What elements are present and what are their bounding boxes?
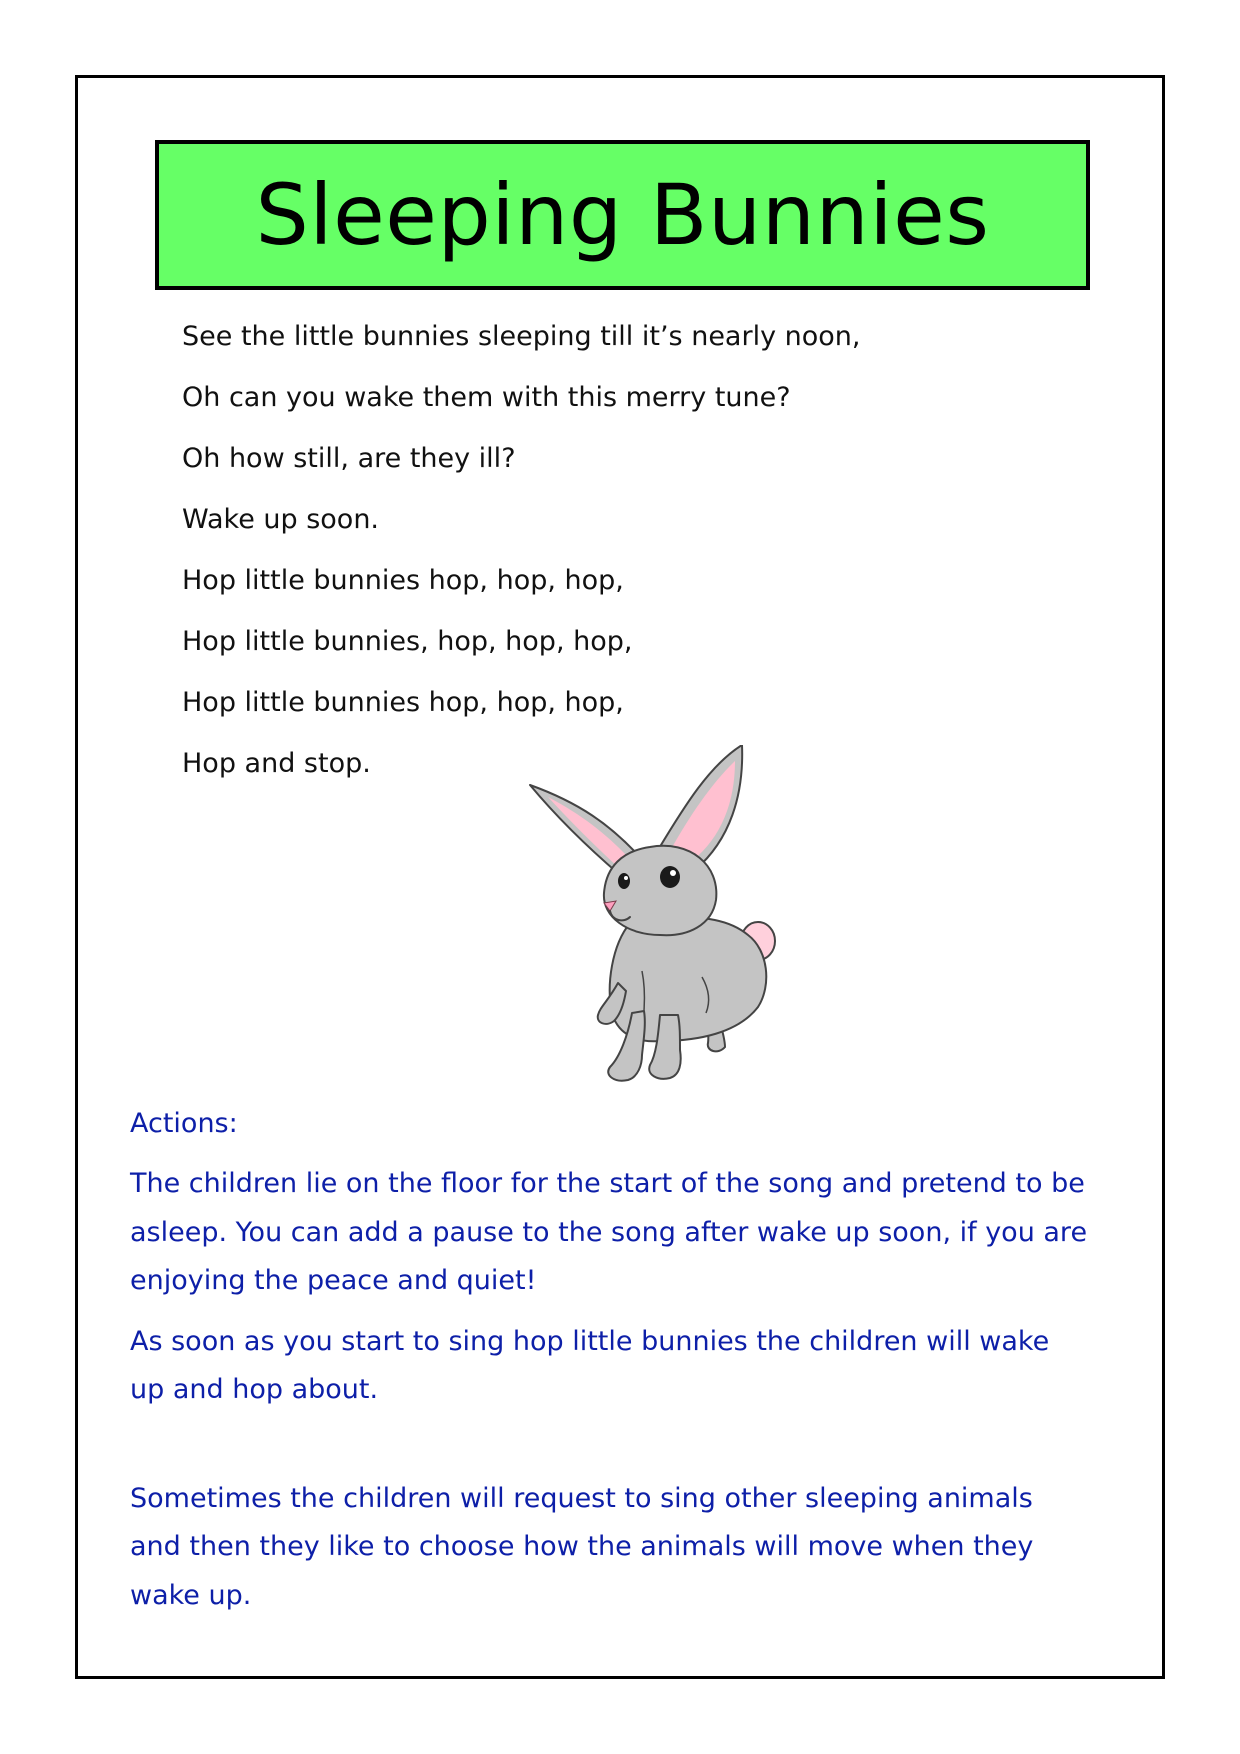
actions-section	[130, 1100, 1090, 1632]
bunny-illustration-icon	[520, 745, 790, 1095]
lyric-line: Hop little bunnies, hop, hop, hop,	[182, 626, 633, 657]
lyric-line: Oh how still, are they ill?	[182, 443, 516, 474]
lyric-line: Hop little bunnies hop, hop, hop,	[182, 687, 624, 718]
lyric-line: Hop and stop.	[182, 748, 371, 779]
lyric-line: Wake up soon.	[182, 504, 380, 535]
page-title: Sleeping Bunnies	[255, 166, 990, 264]
lyric-line: Hop little bunnies hop, hop, hop,	[182, 565, 624, 596]
actions-paragraph: Sometimes the children will request to sing other sleeping animals and then they like to choose how the animals will move when they wake up.	[130, 1482, 1034, 1611]
actions-paragraph: The children lie on the floor for the start of the song and pretend to be asleep. You can add a pause to the song after wake up soon, if you are enjoying the peace and quiet!	[130, 1168, 1088, 1296]
actions-paragraph: As soon as you start to sing hop little bunnies the children will wake up and hop about.	[130, 1325, 1050, 1405]
lyric-line: Oh can you wake them with this merry tune?	[182, 382, 791, 413]
actions-heading: Actions:	[130, 1108, 238, 1139]
song-lyrics	[182, 312, 1002, 800]
lyric-line: See the little bunnies sleeping till it’s nearly noon,	[182, 321, 861, 352]
title-banner	[155, 140, 1090, 290]
